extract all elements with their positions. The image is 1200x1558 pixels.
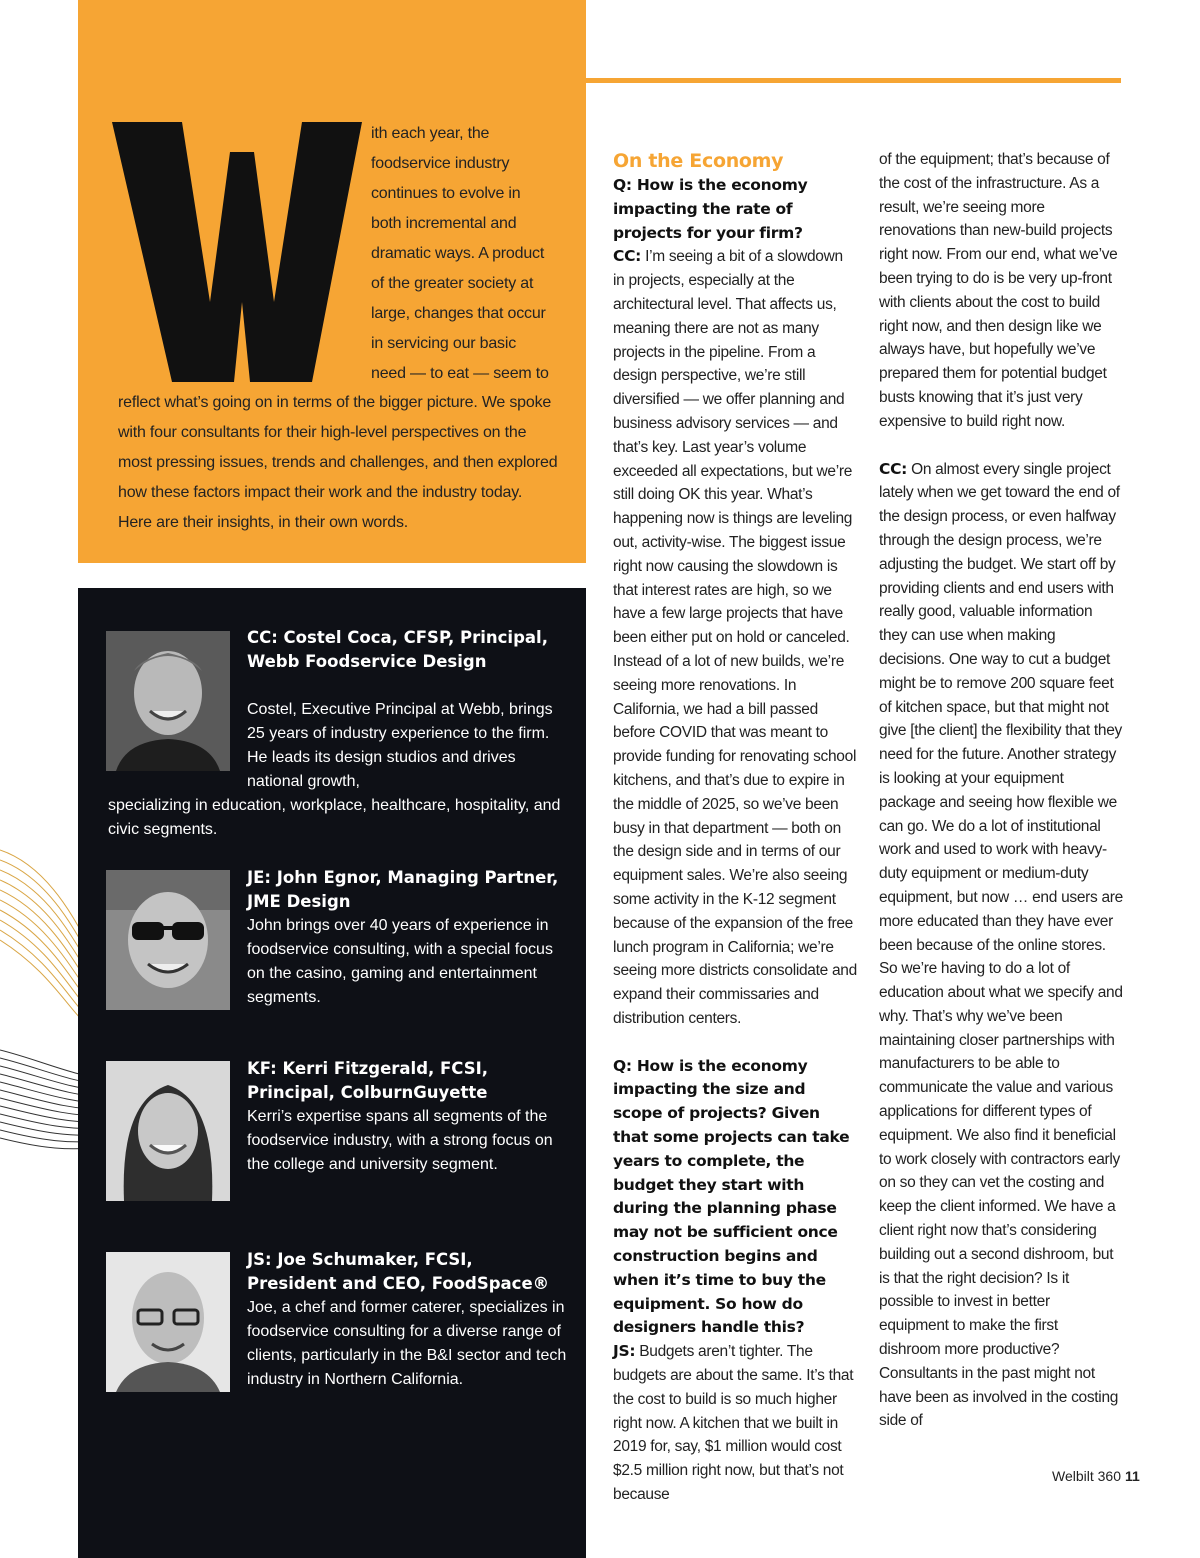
photo-costel-coca [106,631,230,771]
headshot-icon [106,1061,230,1201]
intro-line: continues to evolve in [371,185,521,202]
answer-text: I’m seeing a bit of a slowdown in projects, especially at the architectural level. That affects us, meaning there are not as many projects in the pipeline. From a design perspective, we’re still diversified — we offer planning and business advisory services — and that’s key. Last year’s volume exceeded all expectations, but we’re still doing OK this year. What’s happening now is things are leveling out, activity-wise. The biggest issue right now causing the slowdown is that interest rates are high, so we have a few large projects that have been either put on hold or canceled. Instead of a lot of new builds, we’re seeing more renovations. In California, we had a bill passed before COVID that was meant to provide funding for renovating school kitchens, and that’s due to expire in the middle of 2025, so we’ve been busy in that department — both on the design side and in terms of our equipment sales. We’re also seeing some activity in the K-12 segment because of the expansion of the free lunch program in California; we’re seeing more districts consolidate and expand their commissaries and distribution centers. [613,248,857,1027]
consultant-bio: John brings over 40 years of experience in foodservice consulting, with a special focus on the casino, gaming and entertainment segments. [247,917,553,1006]
answer-2-continued: of the equipment; that’s because of the cost of the infrastructure. As a result, we’re seeing more renovations than new-build projects right now. From our end, what we’ve been trying to do is be very up-front with clients about the cost to build right now, and then design like we always have, but hopefully we’ve prepared them for potential budget busts knowing that it’s just very expensive to build right now. [879,151,1118,430]
consultant-heading: JE: John Egnor, Managing Partner, JME Design [247,868,559,911]
headshot-icon [106,631,230,771]
speaker-label: CC: [613,247,642,266]
consultant-bio: Costel, Executive Principal at Webb, brings 25 years of industry experience to the firm. He leads its design studios and drives national growth, [247,701,553,790]
question-2: Q: How is the economy impacting the size and scope of projects? Given that some projects can take years to complete, the budget they start with during the planning phase may not be sufficient once construction begins and when it’s time to buy the equipment. So how do designers handle this? [613,1056,850,1337]
intro-line: both incremental and [371,215,517,232]
intro-line: ith each year, the [371,125,490,142]
article-column-right [879,148,1123,1433]
intro-line: dramatic ways. A product [371,245,545,262]
answer-text: Budgets aren’t tighter. The budgets are about the same. It’s that the cost to build is so much higher right now. A kitchen that we built in 2019 for, say, $1 million would cost $2.5 million right now, but that’s not because [613,1343,854,1504]
answer-1 [613,245,858,1030]
article-column-middle [613,148,858,1507]
photo-kerri-fitzgerald [106,1061,230,1201]
photo-joe-schumaker [106,1252,230,1392]
intro-paragraph: reflect what’s going on in terms of the bigger picture. We spoke with four consultants for their high-level perspectives on the most pressing issues, trends and challenges, and then explored how these factors impact their work and the industry today. Here are their insights, in their own words. [118,394,558,531]
intro-line: foodservice industry [371,155,510,172]
consultant-heading: KF: Kerri Fitzgerald, FCSI, Principal, ColburnGuyette [247,1059,489,1102]
question-1: Q: How is the economy impacting the rate of projects for your firm? [613,176,808,242]
page-footer [1052,1468,1140,1484]
section-title: On the Economy [613,150,784,172]
publication-name: Welbilt 360 [1052,1468,1122,1484]
page-number: 11 [1125,1468,1140,1484]
consultant-heading: JS: Joe Schumaker, FCSI, President and CEO, FoodSpace® [247,1250,550,1293]
consultant-heading: CC: Costel Coca, CFSP, Principal, Webb Foodservice Design [247,628,548,671]
speaker-label: JS: [613,1342,636,1361]
headshot-icon [106,870,230,1010]
speaker-label: CC: [879,459,908,478]
consultant-bio: Joe, a chef and former caterer, specializes in foodservice consulting for a diverse range of clients, particularly in the B&I sector and tech industry in Northern California. [247,1299,567,1388]
top-accent-rule [586,78,1121,83]
consultant-bio: Kerri’s expertise spans all segments of the foodservice industry, with a strong focus on the college and university segment. [247,1108,553,1173]
photo-john-egnor [106,870,230,1010]
answer-2 [613,1340,858,1507]
drop-cap-w [112,82,372,382]
intro-line: large, changes that occur [371,305,546,322]
intro-line: need — to eat — seem to [371,365,549,382]
intro-line: in servicing our basic [371,335,516,352]
intro-line: of the greater society at [371,275,534,292]
headshot-icon [106,1252,230,1392]
consultant-bio-continued: specializing in education, workplace, healthcare, hospitality, and civic segments. [108,797,561,838]
answer-text: On almost every single project lately when we get toward the end of the design process, or even halfway through the design process, we’re adjusting the budget. We start off by providing clients and end users with really good, valuable information they can use when making decisions. One way to cut a budget might be to remove 200 square feet of kitchen space, but that might not give [the client] the flexibility that they need for the future. Another strategy is looking at your equipment package and seeing how flexible we can go. We do a lot of institutional work and used to work with heavy-duty equipment or medium-duty equipment, but now … end users are more educated than they have ever been because of the online stores. So we’re having to do a lot of education about what we specify and why. That’s why we’ve been maintaining closer partnerships with manufacturers to be able to communicate the value and various applications for different types of equipment. We also find it beneficial to work closely with contractors early on so they can vet the costing and keep the client informed. We have a client right now that’s considering building out a second dishroom, but is that the right decision? Is it possible to invest in better equipment to make the first dishroom more productive? Consultants in the past might not have been as involved in the costing side of [879,460,1123,1430]
answer-3 [879,458,1123,1434]
